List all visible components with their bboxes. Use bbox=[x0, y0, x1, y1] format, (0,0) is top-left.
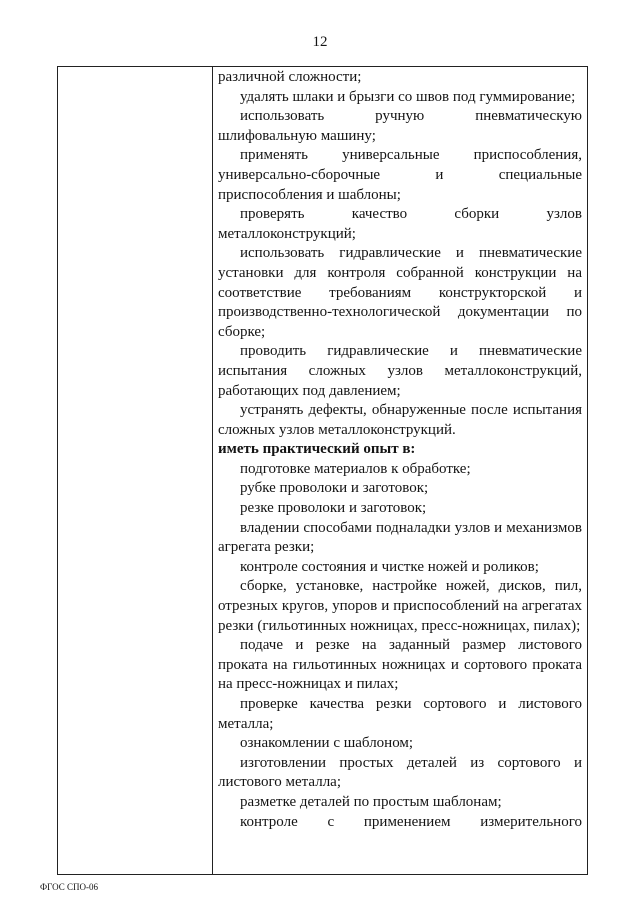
lead-text: различной сложности; bbox=[218, 69, 362, 85]
experience-item: ознакомлении с шаблоном; bbox=[240, 735, 414, 752]
page-number: 12 bbox=[312, 34, 328, 50]
skill-item: проводить гидравлические и пневматические испытания сложных узлов металлоконструкций, работающих под давлением; bbox=[218, 343, 582, 399]
experience-item: подготовке материалов к обработке; bbox=[240, 460, 471, 477]
experience-item: изготовлении простых деталей из сортового и листового металла; bbox=[218, 754, 582, 791]
experience-item: сборке, установке, настройке ножей, дисков, пил, отрезных кругов, упоров и приспособлений на агрегатах резки (гильотинных ножницах, пресс-ножницах, пилах); bbox=[218, 578, 582, 634]
experience-item: резке проволоки и заготовок; bbox=[240, 500, 427, 517]
experience-item: подаче и резке на заданный размер листового проката на гильотинных ножницах и сортового проката на пресс-ножницах и пилах; bbox=[218, 637, 582, 693]
experience-item: владении способами подналадки узлов и механизмов агрегата резки; bbox=[218, 519, 582, 556]
skill-item: использовать ручную пневматическую шлифовальную машину; bbox=[218, 108, 582, 144]
experience-item: контроле состояния и чистке ножей и роликов; bbox=[240, 558, 539, 575]
experience-item: рубке проволоки и заготовок; bbox=[240, 480, 429, 497]
skill-item: удалять шлаки и брызги со швов под гуммирование; bbox=[240, 88, 576, 105]
table-right-cell bbox=[218, 68, 582, 832]
skill-item: применять универсальные приспособления, универсально-сборочные и специальные приспособления и шаблоны; bbox=[218, 147, 582, 203]
skill-item: использовать гидравлические и пневматические установки для контроля собранной конструкции на соответствие требованиям конструкторской и производственно-технологической документации по сборке; bbox=[218, 245, 582, 340]
table-column-divider bbox=[212, 66, 213, 875]
experience-item: проверке качества резки сортового и листового металла; bbox=[218, 696, 582, 732]
experience-item: контроле с применением измерительного bbox=[240, 813, 582, 830]
experience-item: разметке деталей по простым шаблонам; bbox=[240, 793, 502, 810]
skill-item: устранять дефекты, обнаруженные после испытания сложных узлов металлоконструкций. bbox=[218, 402, 582, 438]
experience-heading: иметь практический опыт в: bbox=[218, 441, 416, 458]
skill-item: проверять качество сборки узлов металлоконструкций; bbox=[218, 206, 582, 242]
footer-doc-code: ФГОС СПО-06 bbox=[40, 882, 98, 892]
